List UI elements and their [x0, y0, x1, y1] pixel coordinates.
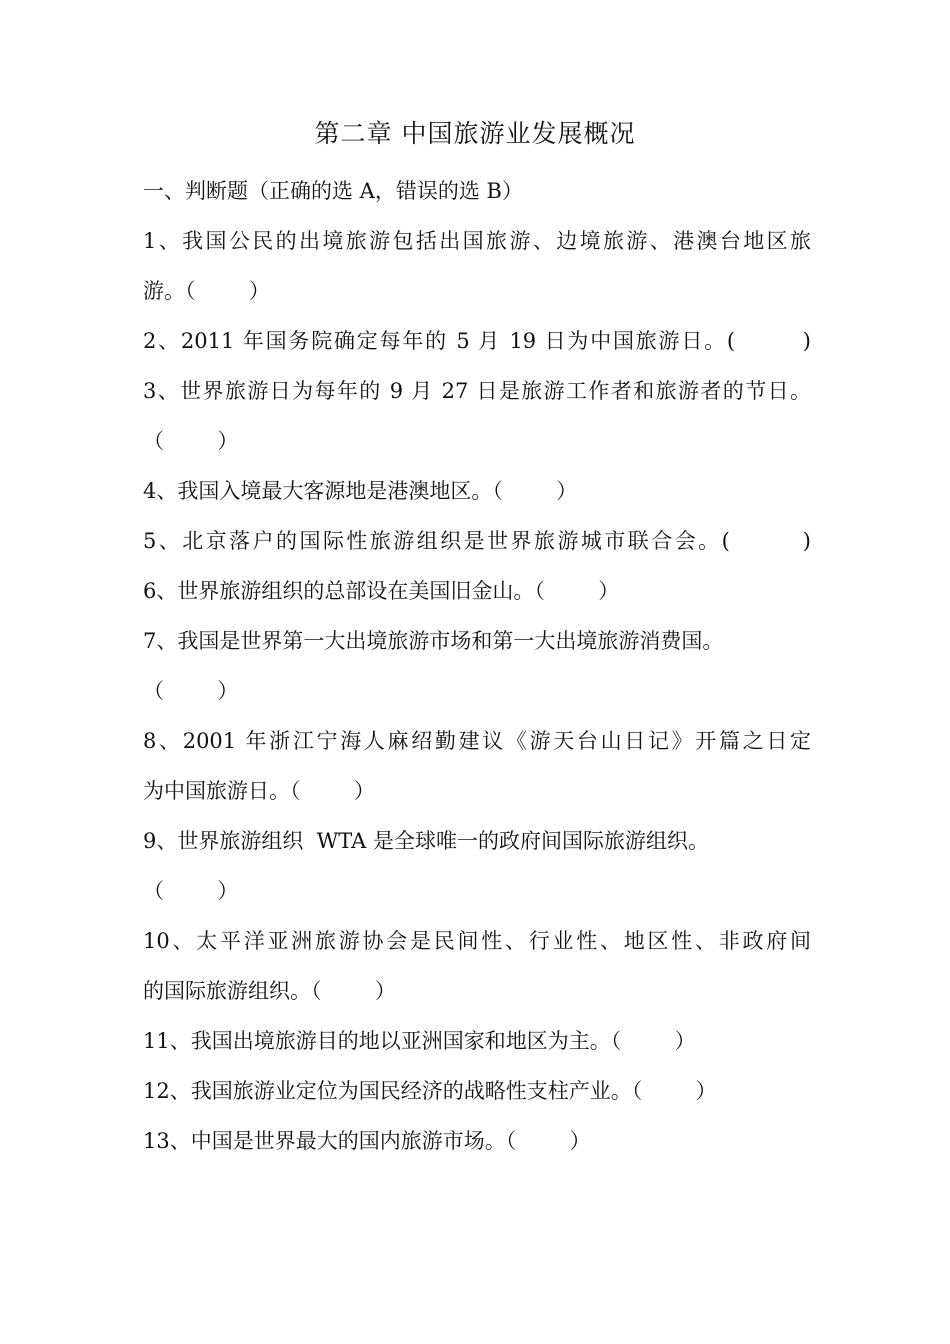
question-6	[143, 566, 811, 616]
question-1	[143, 216, 811, 316]
question-13	[143, 1116, 811, 1166]
question-2	[143, 316, 811, 366]
question-line: （ ）	[143, 429, 239, 453]
section-heading: 一、判断题（正确的选 A，错误的选 B）	[143, 179, 523, 203]
question-line: 4、我国入境最大客源地是港澳地区。（ ）	[143, 479, 578, 503]
question-10	[143, 916, 811, 1016]
question-line: 游。（ ）	[143, 279, 270, 303]
question-line: （ ）	[143, 879, 239, 903]
question-9	[143, 816, 811, 916]
question-line: 1、我国公民的出境旅游包括出国旅游、边境旅游、港澳台地区旅	[143, 229, 811, 253]
question-line: 为中国旅游日。（ ）	[143, 779, 375, 803]
question-5	[143, 516, 811, 566]
question-line: 9、世界旅游组织 WTA 是全球唯一的政府间国际旅游组织。	[143, 829, 709, 853]
question-12	[143, 1066, 811, 1116]
question-4	[143, 466, 811, 516]
question-line: 12、我国旅游业定位为国民经济的战略性支柱产业。（ ）	[143, 1079, 717, 1103]
question-line: 11、我国出境旅游目的地以亚洲国家和地区为主。（ ）	[143, 1029, 696, 1053]
page-title: 第二章 中国旅游业发展概况	[314, 119, 636, 148]
question-list	[143, 166, 811, 1166]
question-line: 3、世界旅游日为每年的 9 月 27 日是旅游工作者和旅游者的节日。	[143, 379, 811, 403]
question-3	[143, 366, 811, 466]
question-11	[143, 1016, 811, 1066]
question-line: 5、北京落户的国际性旅游组织是世界旅游城市联合会。( )	[143, 529, 811, 553]
question-line: 6、世界旅游组织的总部设在美国旧金山。（ ）	[143, 579, 620, 603]
question-line: 13、中国是世界最大的国内旅游市场。（ ）	[143, 1129, 591, 1153]
question-7	[143, 616, 811, 716]
question-line: （ ）	[143, 679, 239, 703]
question-8	[143, 716, 811, 816]
question-line: 的国际旅游组织。（ ）	[143, 979, 396, 1003]
question-line: 10、太平洋亚洲旅游协会是民间性、行业性、地区性、非政府间	[143, 929, 811, 953]
question-line: 8、2001 年浙江宁海人麻绍勤建议《游天台山日记》开篇之日定	[143, 729, 811, 753]
question-line: 2、2011 年国务院确定每年的 5 月 19 日为中国旅游日。( )	[143, 329, 811, 353]
question-line: 7、我国是世界第一大出境旅游市场和第一大出境旅游消费国。	[143, 629, 724, 653]
